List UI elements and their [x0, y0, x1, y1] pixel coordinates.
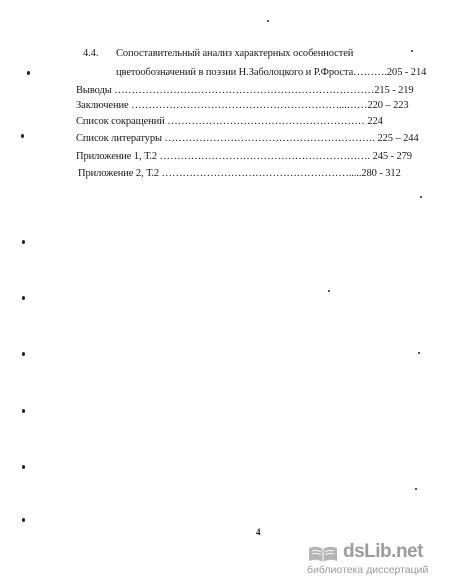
scan-speck	[328, 290, 330, 292]
watermark-logo: dsLib.net	[343, 541, 423, 562]
scan-speck	[22, 296, 25, 300]
watermark	[285, 540, 450, 580]
toc-section-title-line2: цветообозначений в поэзии Н.Заболоцкого и Р.Фроста……….205 - 214	[116, 67, 427, 78]
scan-speck	[22, 240, 25, 244]
toc-entry-abbreviations: Список сокращений ………………………………………………… 224	[76, 116, 383, 127]
book-icon	[307, 544, 339, 564]
scan-speck	[27, 71, 30, 75]
scan-speck	[22, 518, 25, 522]
watermark-caption: библиотека диссертаций	[307, 564, 429, 576]
toc-entry-appendix-1: Приложение 1, Т.2 ……………………………………………………. 245 - 279	[76, 151, 412, 162]
scan-speck	[415, 488, 417, 490]
toc-section-title-line1: Сопоставительный анализ характерных особенностей	[116, 48, 354, 59]
scan-speck	[21, 134, 24, 138]
page-number: 4	[256, 527, 261, 537]
toc-entry-references: Список литературы ……………………………………………………. 225 – 244	[76, 133, 419, 144]
toc-entry-conclusions: Выводы …………………………………………………………………215 - 219	[76, 85, 414, 96]
scan-speck	[411, 50, 413, 52]
toc-entry-appendix-2: Приложение 2, Т.2 ……………………………………………….....280 - 312	[78, 168, 401, 179]
scan-speck	[22, 352, 25, 356]
scan-speck	[420, 196, 422, 198]
toc-entry-conclusion: Заключение ……………………………………………………...……220 – 223	[76, 100, 409, 111]
scan-speck	[22, 409, 25, 413]
scan-speck	[22, 465, 25, 469]
scan-speck	[418, 352, 420, 354]
toc-section-number: 4.4.	[83, 48, 99, 59]
scan-speck	[267, 20, 269, 22]
